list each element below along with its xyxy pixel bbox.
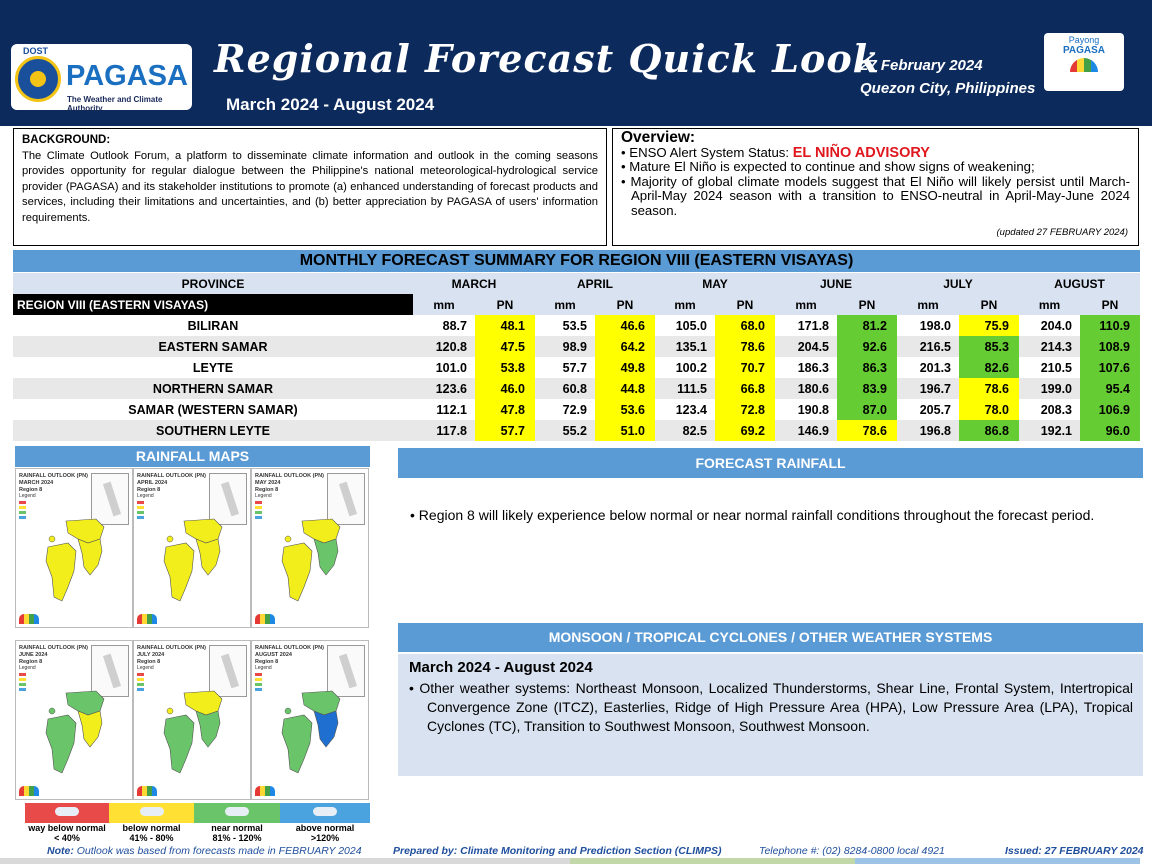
rainfall-mm-cell: 186.3 — [797, 360, 829, 375]
pagasa-logo — [11, 44, 192, 113]
rainfall-mm-cell: 120.8 — [413, 336, 475, 357]
table-row — [13, 378, 1140, 399]
map-region: Region 8 — [255, 487, 279, 493]
table-header-months — [13, 273, 1140, 294]
region-viii-map — [156, 517, 236, 605]
unit-pn: PN — [1080, 294, 1140, 315]
month-header: APRIL — [535, 273, 655, 294]
rainfall-mm-cell: 208.3 — [1040, 402, 1072, 417]
legend-swatch — [19, 683, 26, 686]
legend-range: 41% - 80% — [129, 833, 174, 843]
map-title — [137, 473, 206, 494]
rainfall-mm-cell: 100.2 — [675, 360, 707, 375]
footer-issued: Issued: 27 FEBRUARY 2024 — [1005, 845, 1144, 857]
table-row — [13, 336, 1140, 357]
legend-label: way below normal — [28, 823, 106, 833]
rainfall-map — [251, 468, 369, 628]
map-legend — [19, 665, 36, 691]
map-legend — [19, 493, 36, 519]
background-heading: BACKGROUND: — [22, 134, 111, 146]
map-region: Region 8 — [137, 659, 161, 665]
legend-item — [109, 803, 194, 847]
forecast-table-title: MONTHLY FORECAST SUMMARY FOR REGION VIII (EASTERN VISAYAS) — [13, 250, 1140, 272]
legend-swatch — [137, 501, 144, 504]
payong-pagasa-icon — [137, 614, 157, 624]
map-region: Region 8 — [19, 659, 43, 665]
map-legend-title: Legend — [137, 665, 154, 671]
rainfall-mm-cell: 60.8 — [535, 378, 595, 399]
percent-normal-cell: 78.0 — [959, 399, 1019, 420]
percent-normal-cell: 47.8 — [475, 399, 535, 420]
payong-pagasa-logo — [1044, 33, 1124, 91]
unit-mm: mm — [535, 294, 595, 315]
rainfall-mm-cell: 105.0 — [675, 318, 707, 333]
issue-location: Quezon City, Philippines — [860, 80, 1036, 97]
region-viii-map — [274, 517, 354, 605]
cloud-icon — [313, 807, 337, 816]
legend-swatch — [137, 673, 144, 676]
rainfall-mm-cell: 53.5 — [562, 318, 587, 333]
table-row — [13, 420, 1140, 441]
unit-mm: mm — [655, 294, 715, 315]
rainfall-mm-cell: 101.0 — [435, 360, 467, 375]
rainfall-mm-cell: 210.5 — [1040, 360, 1072, 375]
rainfall-mm-cell: 72.9 — [562, 402, 587, 417]
percent-normal-cell: 72.8 — [715, 399, 775, 420]
percent-normal-cell: 108.9 — [1080, 336, 1140, 357]
percent-normal-cell: 83.9 — [837, 378, 897, 399]
legend-range: 81% - 120% — [212, 833, 262, 843]
legend-swatch — [19, 516, 26, 519]
logo-tagline: The Weather and Climate Authority — [67, 95, 163, 113]
table-row — [13, 399, 1140, 420]
percent-normal-cell: 92.6 — [837, 336, 897, 357]
footer-color-bar — [0, 858, 1140, 864]
forecast-period: March 2024 - August 2024 — [226, 95, 435, 114]
enso-status: EL NIÑO ADVISORY — [792, 144, 930, 161]
rainfall-map — [133, 640, 251, 800]
logo-dost-text: DOST — [23, 46, 49, 56]
rainfall-mm-cell: 180.6 — [775, 378, 837, 399]
map-title-text: RAINFALL OUTLOOK (PN) — [19, 645, 88, 651]
unit-pn: PN — [595, 294, 655, 315]
payong-pagasa-icon — [255, 614, 275, 624]
umbrella-icon — [1070, 58, 1098, 72]
percent-normal-cell: 75.9 — [959, 315, 1019, 336]
unit-mm: mm — [775, 294, 837, 315]
map-region: Region 8 — [255, 659, 279, 665]
percent-normal-cell: 69.2 — [715, 420, 775, 441]
percent-normal-cell: 68.0 — [715, 315, 775, 336]
legend-swatch — [137, 683, 144, 686]
payong-pagasa-text: PAGASA — [1062, 45, 1106, 56]
monsoon-period: March 2024 - August 2024 — [409, 659, 593, 676]
region-label: REGION VIII (EASTERN VISAYAS) — [13, 294, 413, 315]
map-legend — [255, 493, 272, 519]
percent-normal-cell: 82.6 — [959, 357, 1019, 378]
map-region: Region 8 — [19, 487, 43, 493]
unit-pn: PN — [475, 294, 535, 315]
percent-normal-cell: 46.6 — [595, 315, 655, 336]
pagasa-seal-icon — [15, 56, 61, 102]
percent-normal-cell: 64.2 — [595, 336, 655, 357]
percent-normal-cell: 86.3 — [837, 357, 897, 378]
unit-mm: mm — [413, 294, 475, 315]
rainfall-mm-cell: 88.7 — [442, 318, 467, 333]
unit-mm: mm — [1019, 294, 1080, 315]
map-month: JULY 2024 — [137, 652, 165, 658]
legend-label: near normal — [211, 823, 263, 833]
legend-swatch — [19, 511, 26, 514]
legend-swatch — [137, 516, 144, 519]
month-header: AUGUST — [1019, 273, 1140, 294]
month-header: MAY — [655, 273, 775, 294]
map-title-text: RAINFALL OUTLOOK (PN) — [137, 473, 206, 479]
percent-normal-cell: 85.3 — [959, 336, 1019, 357]
overview-item-mature: • Mature El Niño is expected to continue and show signs of weakening; — [621, 160, 1130, 175]
legend-label: below normal — [122, 823, 181, 833]
legend-swatch — [255, 678, 262, 681]
rainfall-mm-cell: 57.7 — [562, 360, 587, 375]
region-viii-map — [156, 689, 236, 777]
forecast-table-body — [13, 315, 1140, 441]
legend-swatch — [137, 506, 144, 509]
overview-item-enso — [621, 146, 1130, 161]
background-text: The Climate Outlook Forum, a platform to disseminate climate information and outlook in the coming seasons provides opportunity for regular dialogue between the Philippine's national meteorological-hydrological service provider (PAGASA) and its stakeholder institutions to promote (a) enhanced understanding of forecast products and services, including their limitations and uncertainties, and (b) better appreciation by PAGASA of users' information requirements. — [22, 149, 598, 224]
percent-normal-cell: 86.8 — [959, 420, 1019, 441]
rainfall-mm-cell: 55.2 — [535, 420, 595, 441]
map-title — [19, 645, 88, 666]
rainfall-mm-cell: 135.1 — [655, 336, 715, 357]
province-cell: SOUTHERN LEYTE — [13, 420, 413, 441]
legend-swatch — [255, 501, 262, 504]
monsoon-section — [398, 654, 1143, 776]
map-title — [19, 473, 88, 494]
map-month: MAY 2024 — [255, 480, 281, 486]
map-legend-title: Legend — [19, 665, 36, 671]
percent-normal-cell: 106.9 — [1080, 399, 1140, 420]
map-month: JUNE 2024 — [19, 652, 48, 658]
percent-normal-cell: 110.9 — [1080, 315, 1140, 336]
region-viii-map — [274, 689, 354, 777]
background-section — [13, 128, 607, 246]
percent-normal-cell: 81.2 — [837, 315, 897, 336]
rainfall-mm-cell: 192.1 — [1019, 420, 1080, 441]
percent-normal-cell: 49.8 — [595, 357, 655, 378]
forecast-rainfall-heading: FORECAST RAINFALL — [398, 448, 1143, 478]
rainfall-mm-cell: 146.9 — [775, 420, 837, 441]
percent-normal-cell: 70.7 — [715, 357, 775, 378]
rainfall-mm-cell: 198.0 — [919, 318, 951, 333]
percent-normal-cell: 47.5 — [475, 336, 535, 357]
footer-note-text: Outlook was based from forecasts made in FEBRUARY 2024 — [73, 845, 362, 857]
overview-list — [621, 146, 1130, 219]
month-header: JUNE — [775, 273, 897, 294]
month-header: MARCH — [413, 273, 535, 294]
rainfall-mm-cell: 214.3 — [1019, 336, 1080, 357]
cloud-icon — [225, 807, 249, 816]
province-header: PROVINCE — [13, 273, 413, 294]
province-cell: EASTERN SAMAR — [13, 336, 413, 357]
logo-name: PAGASA — [66, 60, 188, 92]
legend-swatch — [255, 511, 262, 514]
month-header: JULY — [897, 273, 1019, 294]
map-legend — [255, 665, 272, 691]
footer-note-label: Note: — [47, 845, 74, 857]
legend-range: < 40% — [54, 833, 80, 843]
forecast-rainfall-text: • Region 8 will likely experience below normal or near normal rainfall conditions throughout the forecast period. — [410, 506, 1134, 525]
issue-date: 27 February 2024 — [860, 57, 983, 74]
map-title — [255, 473, 324, 494]
rainfall-map — [133, 468, 251, 628]
overview-item-models: • Majority of global climate models suggest that El Niño will likely persist until March-April-May 2024 season with a transition to ENSO-neutral in April-May-June 2024 season. — [621, 175, 1130, 219]
unit-pn: PN — [715, 294, 775, 315]
rainfall-mm-cell: 196.8 — [897, 420, 959, 441]
region-viii-map — [38, 689, 118, 777]
map-legend — [137, 493, 154, 519]
issue-date-location — [860, 54, 1035, 100]
rainfall-mm-cell: 201.3 — [919, 360, 951, 375]
cloud-icon — [55, 807, 79, 816]
province-cell: LEYTE — [192, 360, 234, 375]
enso-label: ENSO Alert System Status: — [629, 144, 793, 160]
overview-updated: (updated 27 FEBRUARY 2024) — [996, 226, 1128, 238]
map-month: AUGUST 2024 — [255, 652, 292, 658]
unit-pn: PN — [837, 294, 897, 315]
map-title-text: RAINFALL OUTLOOK (PN) — [255, 645, 324, 651]
monsoon-text: • Other weather systems: Northeast Monsoon, Localized Thunderstorms, Shear Line, Frontal System, Intertropical Convergence Zone (ITCZ), Easterlies, Ridge of High Pressure Area (HPA), Low Pressure Area (LPA), Tropical Cyclones (TC), Transition to Southwest Monsoon, Southwest Monsoon. — [409, 679, 1133, 736]
legend-swatch — [255, 688, 262, 691]
legend-swatch — [19, 688, 26, 691]
rainfall-mm-cell: 190.8 — [797, 402, 829, 417]
map-title — [137, 645, 206, 666]
overview-heading: Overview: — [621, 129, 696, 146]
map-legend-title: Legend — [255, 493, 272, 499]
legend-item — [280, 803, 370, 847]
rainfall-mm-cell: 82.5 — [655, 420, 715, 441]
map-legend-title: Legend — [137, 493, 154, 499]
cloud-icon — [140, 807, 164, 816]
legend-swatch — [137, 511, 144, 514]
rainfall-map — [251, 640, 369, 800]
legend-color-bar — [25, 803, 109, 823]
legend-color-bar — [109, 803, 194, 823]
payong-pagasa-icon — [19, 614, 39, 624]
unit-pn: PN — [959, 294, 1019, 315]
legend-swatch — [255, 516, 262, 519]
percent-normal-cell: 78.6 — [959, 378, 1019, 399]
rainfall-map — [15, 640, 133, 800]
rainfall-mm-cell: 205.7 — [919, 402, 951, 417]
legend-color-bar — [280, 803, 370, 823]
legend-swatch — [19, 506, 26, 509]
map-title-text: RAINFALL OUTLOOK (PN) — [19, 473, 88, 479]
legend-range: >120% — [310, 833, 340, 843]
page-title: Regional Forecast Quick Look — [214, 36, 881, 81]
map-legend-title: Legend — [255, 665, 272, 671]
legend-item — [194, 803, 280, 847]
percent-normal-cell: 96.0 — [1080, 420, 1140, 441]
forecast-table — [13, 273, 1140, 441]
map-month: APRIL 2024 — [137, 480, 168, 486]
payong-pagasa-icon — [19, 786, 39, 796]
rainfall-map — [15, 468, 133, 628]
percent-normal-cell: 107.6 — [1080, 357, 1140, 378]
percent-normal-cell: 57.7 — [475, 420, 535, 441]
province-cell: NORTHERN SAMAR — [13, 378, 413, 399]
map-month: MARCH 2024 — [19, 480, 54, 486]
percent-normal-cell: 53.8 — [475, 357, 535, 378]
monsoon-heading: MONSOON / TROPICAL CYCLONES / OTHER WEATHER SYSTEMS — [398, 623, 1143, 652]
province-cell: BILIRAN — [187, 318, 239, 333]
legend-swatch — [19, 501, 26, 504]
legend-color-bar — [194, 803, 280, 823]
rainfall-mm-cell: 199.0 — [1019, 378, 1080, 399]
rainfall-mm-cell: 171.8 — [797, 318, 829, 333]
province-cell: SAMAR (WESTERN SAMAR) — [128, 402, 298, 417]
rainfall-mm-cell: 216.5 — [897, 336, 959, 357]
legend-label: above normal — [295, 823, 355, 833]
legend-swatch — [137, 678, 144, 681]
legend-swatch — [255, 506, 262, 509]
map-title-text: RAINFALL OUTLOOK (PN) — [137, 645, 206, 651]
percent-normal-cell: 78.6 — [715, 336, 775, 357]
legend-swatch — [19, 673, 26, 676]
overview-section — [612, 128, 1139, 246]
rainfall-mm-cell: 204.5 — [775, 336, 837, 357]
footer-prepared: Prepared by: Climate Monitoring and Prediction Section (CLIMPS) — [393, 845, 722, 857]
rainfall-mm-cell: 204.0 — [1040, 318, 1072, 333]
percent-normal-cell: 44.8 — [595, 378, 655, 399]
rainfall-mm-cell: 123.4 — [675, 402, 707, 417]
percent-normal-cell: 95.4 — [1080, 378, 1140, 399]
rainfall-mm-cell: 111.5 — [655, 378, 715, 399]
legend-swatch — [137, 688, 144, 691]
map-title-text: RAINFALL OUTLOOK (PN) — [255, 473, 324, 479]
payong-text: Payong — [1068, 35, 1100, 45]
payong-pagasa-icon — [255, 786, 275, 796]
region-viii-map — [38, 517, 118, 605]
rainfall-mm-cell: 117.8 — [413, 420, 475, 441]
table-row — [13, 315, 1140, 336]
rainfall-mm-cell: 98.9 — [535, 336, 595, 357]
map-title — [255, 645, 324, 666]
percent-normal-cell: 51.0 — [595, 420, 655, 441]
legend-swatch — [19, 678, 26, 681]
percent-normal-cell: 66.8 — [715, 378, 775, 399]
legend-swatch — [255, 673, 262, 676]
payong-pagasa-icon — [137, 786, 157, 796]
percent-normal-cell: 87.0 — [837, 399, 897, 420]
map-legend-title: Legend — [19, 493, 36, 499]
table-row — [13, 357, 1140, 378]
header-banner — [0, 0, 1152, 126]
legend-swatch — [255, 683, 262, 686]
map-legend — [137, 665, 154, 691]
footer-phone: Telephone #: (02) 8284-0800 local 4921 — [759, 845, 945, 857]
percent-normal-cell: 78.6 — [837, 420, 897, 441]
rainfall-maps-heading: RAINFALL MAPS — [15, 446, 370, 467]
table-header-units — [13, 294, 1140, 315]
rainfall-mm-cell: 112.1 — [436, 402, 467, 417]
percent-normal-cell: 48.1 — [475, 315, 535, 336]
percent-normal-cell: 53.6 — [595, 399, 655, 420]
map-region: Region 8 — [137, 487, 161, 493]
legend-item — [25, 803, 109, 847]
footer-note — [47, 845, 362, 857]
unit-mm: mm — [897, 294, 959, 315]
rainfall-mm-cell: 123.6 — [413, 378, 475, 399]
rainfall-mm-cell: 196.7 — [897, 378, 959, 399]
percent-normal-cell: 46.0 — [475, 378, 535, 399]
